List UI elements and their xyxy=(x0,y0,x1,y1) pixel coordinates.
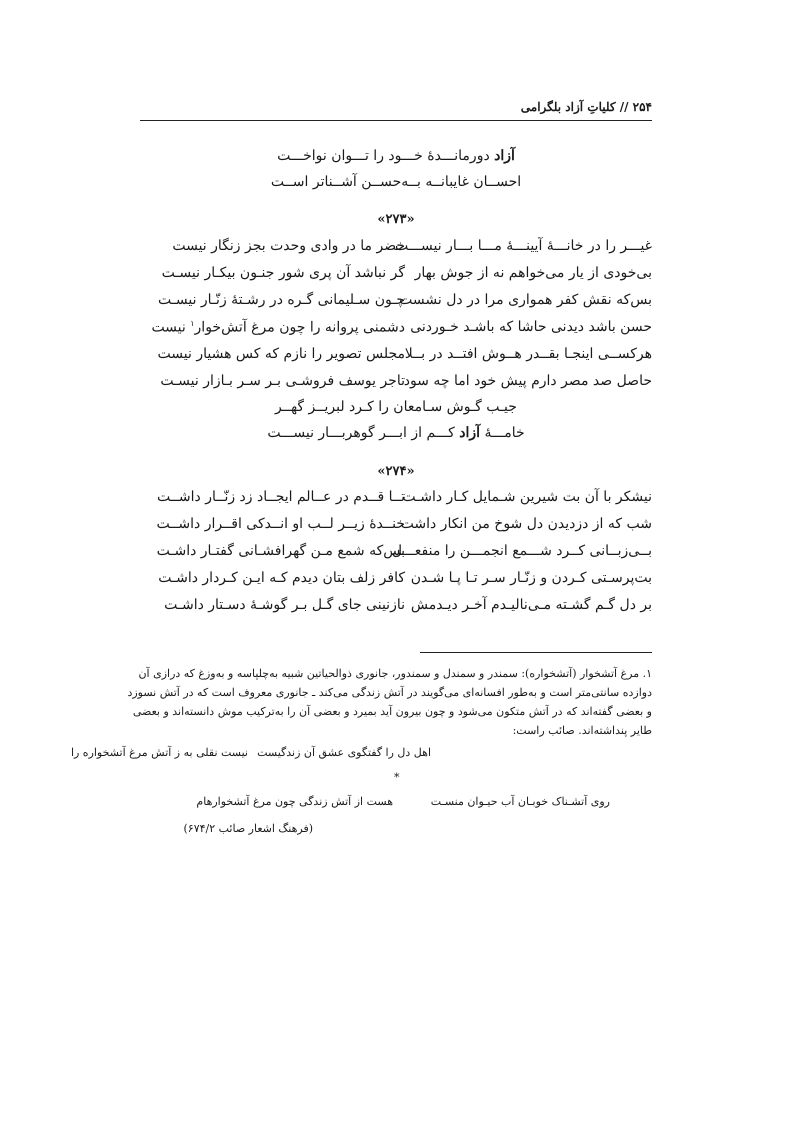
footnote-rule xyxy=(420,652,652,653)
hemistich-left: مجلس تصویر را نازم که کس هشیار نیست xyxy=(157,346,405,362)
hemistich-right: بت‌پرسـتی کـردن و زنّـار سـر تـا پـا شـدن xyxy=(410,570,652,586)
footnote-verse-2-left: هست از آتش زندگی چون مرغ آتشخوارهام xyxy=(196,795,393,808)
footnote-verse-2-right: روی آتشـناک خوبـان آب حیـوان منسـت xyxy=(430,795,610,808)
poem-273-row xyxy=(140,238,652,264)
hemistich-left: تــا قــدم در عــالم ایجــاد زد زنّــار داشــت xyxy=(156,489,405,505)
poem-274-row xyxy=(140,570,652,596)
hemistich-left: خنــدهٔ زیــر لــب او انــدکی اقــرار داشــت xyxy=(156,516,405,532)
hemistich-left: بس‌که شمع مـن گهرافشـانی گفتـار داشـت xyxy=(156,543,405,559)
hemistich-left: گر نباشد آن پری شور جنـون بیکـار نیسـت xyxy=(161,265,405,281)
poem-274-number: «۲۷۴» xyxy=(377,464,415,479)
poem-273-row xyxy=(140,319,652,345)
poem-273-closing-1: جیـب گـوش سـامعان را کـرد لبریــز گهــر xyxy=(275,399,517,415)
verse-separator: * xyxy=(394,771,400,784)
poem-274-row xyxy=(140,516,652,542)
intro-verse-1-text: دورمانـــدهٔ خـــود را تـــوان نواخـــت xyxy=(277,148,495,164)
hemistich-right: بی‌خودی از یار می‌خواهم نه از جوش بهار xyxy=(414,265,652,281)
poet-name: آزاد xyxy=(494,148,515,164)
hemistich-right: بر دل گـم گشـته مـی‌نالیـدم آخـر دیـدمش xyxy=(410,597,652,613)
running-header: ۲۵۴ // کلیاتِ آزاد بلگرامی xyxy=(520,100,652,114)
poem-273-row xyxy=(140,292,652,318)
poem-274-row xyxy=(140,489,652,515)
poem-273-row xyxy=(140,346,652,372)
hemistich-right: نیشکر با آن بت شیرین شـمایل کـار داشـت xyxy=(402,489,652,505)
intro-verse-2: احســان غایبانــه بــه‌حســن آشــناتر اســت xyxy=(270,174,522,190)
hemistich-right: شب که از دزدیدن دل شوخ من انکار داشت xyxy=(400,516,652,532)
footnote-source: (فرهنگ اشعار صائب ۶۷۴/۲) xyxy=(183,822,313,835)
intro-verse-1 xyxy=(140,148,652,164)
poet-name: آزاد xyxy=(459,425,480,441)
hemistich-right: غیـــر را در خانـــهٔ آیینـــهٔ مـــا بـــار نیســـت xyxy=(394,238,652,254)
poem-274-row xyxy=(140,543,652,569)
footnote-verse-1-left: نیست نقلی به ز آتش مرغ آتشخواره را xyxy=(70,746,248,759)
poem-273-row xyxy=(140,265,652,291)
poem-274-row xyxy=(140,597,652,623)
hemistich-left-text: دشمنی پروانه را چون مرغ آتش‌خوار xyxy=(194,319,405,336)
hemistich-left: چـون سـلیمانی گـره در رشـتهٔ زنّـار نیسـت xyxy=(158,292,405,308)
hemistich-left: نازنینی جای گـل بـر گوشـهٔ دسـتار داشـت xyxy=(164,597,405,613)
hemistich-right: حاصل صد مصر دارم پیش خود اما چه سود xyxy=(403,373,652,389)
hemistich-left: تاجر یوسف فروشـی بـر سـر بـازار نیسـت xyxy=(160,373,405,389)
footnote-text: ۱. مرغ آتشخوار (آتشخواره): سمندر و سمندل و سمندور، جانوری ذوالحیاتین شبیه به‌چلپاسه و به‌وزغ که درازی آن دوازده سانتی‌متر است و به‌طور افسانه‌ای می‌گویند در آتش زندگی می‌کند ـ جانوری معروف است که در آتش نسوزد و بعضی گفته‌اند که در آتش متکون می‌شود و چون بیرون آید بمیرد و بعضی آن را به‌ترکیب موش دانسته‌اند و بعضی طایر پنداشته‌اند. صائب راست: xyxy=(127,667,652,737)
poem-273-number: «۲۷۳» xyxy=(377,212,415,227)
hemistich-right: بس‌که نقش کفر همواری مرا در دل نشست xyxy=(399,292,652,308)
hemistich-right: هرکســی اینجـا بقــدر هــوش افتــد در بــلا xyxy=(404,346,652,362)
hemistich-right: بــی‌زبــانی کــرد شـــمع انجمـــن را منفعـــل xyxy=(391,543,652,559)
poem-273-closing-2 xyxy=(140,425,652,441)
hemistich-left: خضر ما در وادی وحدت بجز زنگار نیست xyxy=(172,238,405,254)
footnote-verse-1-right: اهل دل را گفتگوی عشق آن زندگیست xyxy=(257,746,431,759)
closing-2-post: کـــم از ابـــر گوهربـــار نیســـت xyxy=(267,425,460,441)
hemistich-left: کافر زلف بتان دیدم کـه ایـن کـردار داشـت xyxy=(158,570,405,586)
hemistich-left xyxy=(150,319,405,336)
hemistich-left-end: نیست xyxy=(151,319,191,336)
poem-273-row xyxy=(140,373,652,399)
footnote-marker[interactable]: ۱ xyxy=(190,319,195,328)
header-rule xyxy=(140,120,652,121)
closing-2-pre: خامـــهٔ xyxy=(480,425,525,441)
hemistich-right: حسن باشد دیدنی حاشا که باشـد خـوردنی xyxy=(410,319,652,335)
